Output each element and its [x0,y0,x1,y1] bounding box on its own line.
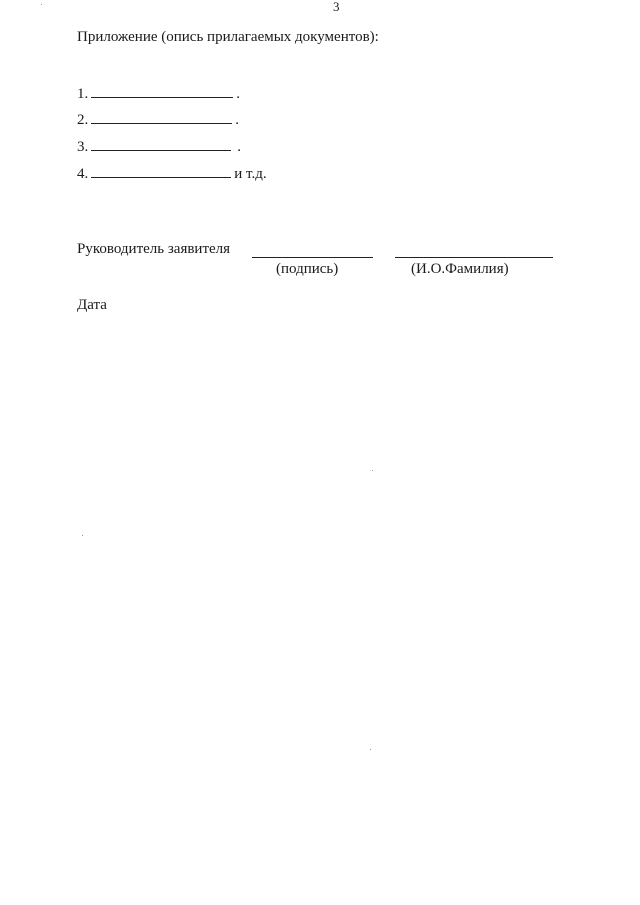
scan-speck [372,470,373,471]
attachment-item-1 [77,84,240,102]
signature-caption: (подпись) [276,261,339,277]
scan-speck [82,535,83,536]
attachment-number: 2. [77,112,89,128]
attachment-suffix: . [236,86,240,102]
attachment-suffix: и т.д. [234,166,267,182]
page-number: 3 [333,0,340,14]
attachment-number: 4. [77,166,89,182]
name-caption: (И.О.Фамилия) [411,261,509,277]
attachment-blank-line [91,84,233,98]
attachment-number: 3. [77,139,89,155]
attachments-heading: Приложение (опись прилагаемых документов): [77,29,379,45]
attachment-item-3 [77,137,241,155]
attachment-item-4 [77,164,267,182]
attachment-number: 1. [77,86,89,102]
attachment-blank-line [91,110,232,124]
attachment-blank-line [91,137,231,151]
scan-speck [370,749,371,750]
date-label: Дата [77,297,107,313]
attachment-suffix: . [237,139,241,155]
attachment-suffix: . [235,112,239,128]
scan-speck [41,4,42,5]
name-line [395,257,553,258]
attachment-item-2 [77,110,239,128]
signature-line [252,257,373,258]
signer-label: Руководитель заявителя [77,241,231,257]
attachment-blank-line [91,164,231,178]
